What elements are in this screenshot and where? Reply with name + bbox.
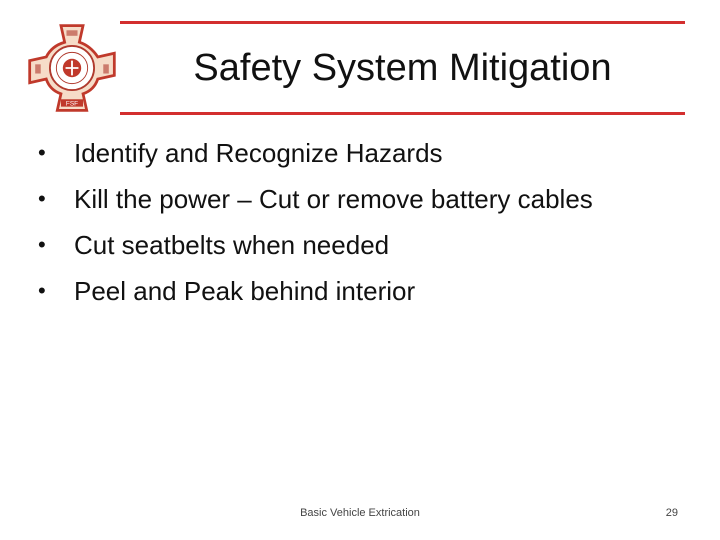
slide-title: Safety System Mitigation: [193, 47, 612, 89]
bullet-text: Peel and Peak behind interior: [74, 276, 416, 306]
slide-footer: Basic Vehicle Extrication: [300, 507, 420, 519]
bullet-text: Cut seatbelts when needed: [74, 230, 390, 260]
list-item: [38, 130, 698, 176]
list-item: [38, 268, 698, 314]
maltese-cross-fire-department-icon: [26, 22, 118, 114]
bullet-symbol: •: [38, 140, 46, 165]
title-bottom-rule: [120, 112, 685, 115]
bullet-list: [38, 130, 698, 314]
bullet-symbol: •: [38, 186, 46, 211]
title-top-rule: [120, 21, 685, 24]
bullet-text: Kill the power – Cut or remove battery cables: [74, 184, 593, 214]
bullet-text: Identify and Recognize Hazards: [74, 138, 443, 168]
bullet-symbol: •: [38, 278, 46, 303]
logo-text: FSF: [65, 100, 79, 108]
bullet-symbol: •: [38, 232, 46, 257]
list-item: [38, 222, 698, 268]
page-number: 29: [665, 507, 678, 519]
list-item: [38, 176, 698, 222]
